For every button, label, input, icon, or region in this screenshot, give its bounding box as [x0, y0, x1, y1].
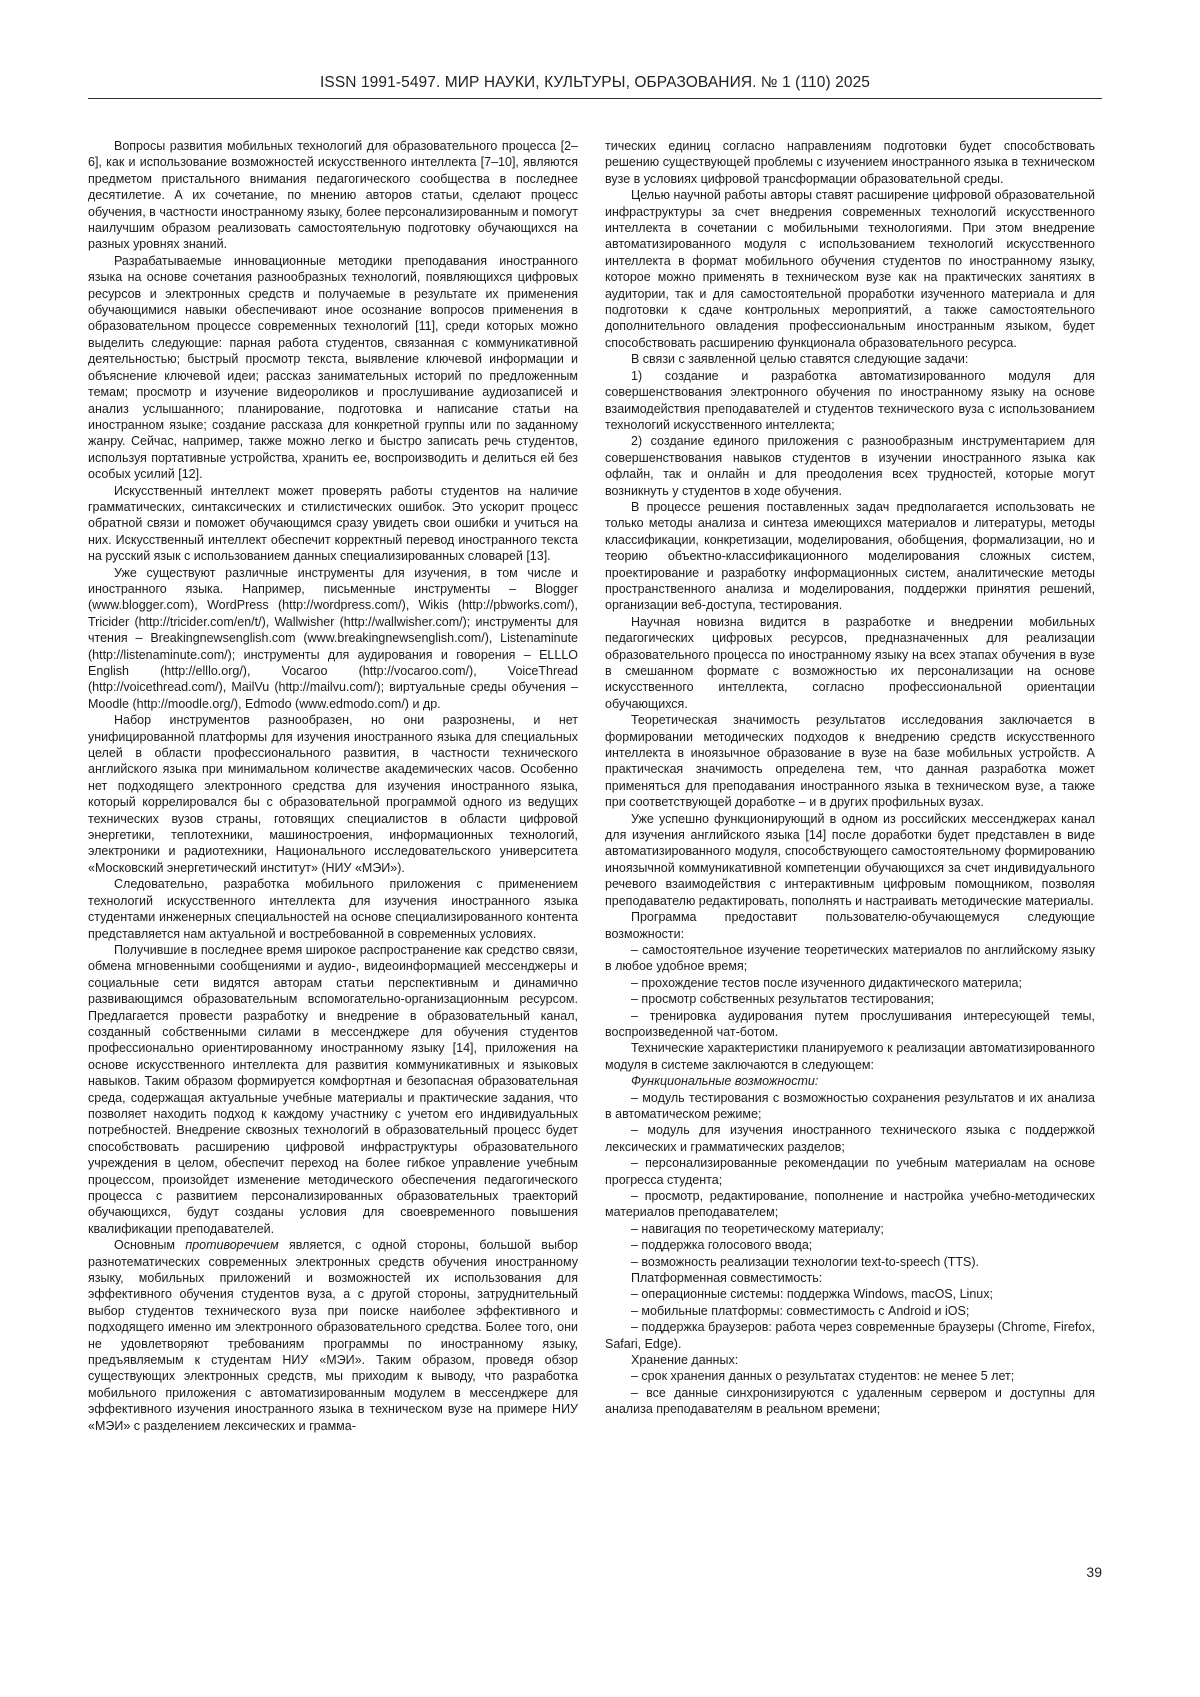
paragraph: Разрабатываемые инновационные методики преподавания иностранного языка на основе сочетания разнообразных технологий, появляющихся цифровых ресурсов и электронных средств и получаемые в результате их применения обучающимися навыки обеспечивают иное осознание вопросов применения в образовательном процессе современных технологий [11], среди которых можно выделить следующие: парная работа студентов, связанная с коммуникативной деятельностью; быстрый просмотр текста, выявление ключевой информации и объяснение ключевой идеи; рассказ занимательных историй по предложенным темам; просмотр и изучение видеороликов и прослушивание аудиозаписей и анализ услышанного; планирование, подготовка и написание статьи на иностранном языке; создание рассказа для конкретной группы или по заданному жанру. Сейчас, например, также можно легко и быстро записать речь студентов, используя портативные устройства, хранить ее, воспроизводить и делиться ей без особых усилий [12].	[88, 253, 578, 483]
section-heading-platform: Платформенная совместимость:	[605, 1270, 1095, 1286]
list-item: – поддержка голосового ввода;	[605, 1237, 1095, 1253]
heading-text: Функциональные возможности:	[631, 1074, 818, 1088]
paragraph: Вопросы развития мобильных технологий для образовательного процесса [2–6], как и использование возможностей искусственного интеллекта [7–10], являются предметом пристального внимания педагогического сообщества в последнее десятилетие. А их сочетание, по мнению авторов статьи, сделают процесс обучения, в частности иностранному языку, более персонализированным и помогут наилучшим образом реализовать самостоятельную подготовку обучающихся на разных уровнях знаний.	[88, 138, 578, 253]
paragraph-text: является, с одной стороны, большой выбор разнотематических современных электронных средств обучения иностранному языку, мобильных приложений и возможностей их использования для эффективного обучения студентов вуза, а с другой стороны, затруднительный выбор студентов технического вуза при поиске наиболее эффективного и подходящего именно им электронного образовательного средства. Более того, они не удовлетворяют требованиям программы по иностранному языку, предъявляемым к студентам НИУ «МЭИ». Таким образом, проведя обзор существующих электронных средств, мы приходим к выводу, что разработка мобильного приложения с автоматизированным модулем в мессенджере для эффективного изучения иностранного языка в техническом вузе на примере НИУ «МЭИ» с разделением лексических и грамма-	[88, 1238, 578, 1432]
section-heading-storage: Хранение данных:	[605, 1352, 1095, 1368]
list-item: – прохождение тестов после изученного дидактического материла;	[605, 975, 1095, 991]
emphasis-term: противоречием	[185, 1238, 278, 1252]
left-column	[88, 138, 578, 1478]
paragraph: Программа предоставит пользователю-обучающемуся следующие возможности:	[605, 909, 1095, 942]
paragraph: Технические характеристики планируемого к реализации автоматизированного модуля в системе заключаются в следующем:	[605, 1040, 1095, 1073]
header-rule	[88, 98, 1102, 99]
right-column	[605, 138, 1095, 1478]
list-item: – модуль тестирования с возможностью сохранения результатов и их анализа в автоматическом режиме;	[605, 1090, 1095, 1123]
paragraph: Целью научной работы авторы ставят расширение цифровой образовательной инфраструктуры за счет внедрения современных технологий искусственного интеллекта в сочетании с мобильными технологиями. При этом внедрение автоматизированного модуля с использованием технологий искусственного интеллекта в формат мобильного обучения студентов по иностранному языку, которое можно применять в техническом вузе как на практических занятиях в аудитории, так и для самостоятельной проработки изученного материала и для подготовки к сдаче контрольных мероприятий, а также самостоятельного дополнительного овладения профессиональным иностранным языком, будет способствовать расширению функционала образовательного ресурса.	[605, 187, 1095, 351]
paragraph-continued: тических единиц согласно направлениям подготовки будет способствовать решению существующей проблемы с изучением иностранного языка в техническом вузе в условиях цифровой трансформации образовательной среды.	[605, 138, 1095, 187]
paragraph: В процессе решения поставленных задач предполагается использовать не только методы анализа и синтеза имеющихся материалов и литературы, методы классификации, конкретизации, моделирования, обобщения, формализации, но и теорию объектно-классификационного моделирования сложных систем, проектирование и разработку информационных систем, аналитические методы пространственного анализа и моделирования, поддержки принятия решений, организации веб-доступа, тестирования.	[605, 499, 1095, 614]
list-item: – мобильные платформы: совместимость с Android и iOS;	[605, 1303, 1095, 1319]
list-item: – модуль для изучения иностранного технического языка с поддержкой лексических и грамматических разделов;	[605, 1122, 1095, 1155]
paragraph: Набор инструментов разнообразен, но они разрознены, и нет унифицированной платформы для изучения иностранного языка для специальных целей в области профессионального развития, в частности технического английского языка при минимальном количестве академических часов. Особенно нет подходящего электронного средства для изучения иностранного языка, который коррелировался бы с образовательной программой одного из ведущих технических вузов страны, готовящих специалистов в области цифровой энергетики, теплотехники, машиностроения, информационных технологий, электроники и радиотехники, Национального исследовательского университета «Московский энергетический институт» (НИУ «МЭИ»).	[88, 712, 578, 876]
list-item: – просмотр собственных результатов тестирования;	[605, 991, 1095, 1007]
list-item: – срок хранения данных о результатах студентов: не менее 5 лет;	[605, 1368, 1095, 1384]
paragraph: Научная новизна видится в разработке и внедрении мобильных педагогических цифровых ресурсов, предназначенных для реализации образовательного процесса по иностранному языку на всех этапах обучения в вузе в смешанном формате с возможностью их персонализации на основе искусственного интеллекта, согласно профессиональной ориентации обучающихся.	[605, 614, 1095, 712]
paragraph: Теоретическая значимость результатов исследования заключается в формировании методических подходов к внедрению средств искусственного интеллекта в иноязычное образование в вузе на базе мобильных устройств. А практическая значимость определена тем, что данная разработка может применяться для преподавания иностранного языка в техническом вузе, а также при соответствующей доработке – и в других профильных вузах.	[605, 712, 1095, 810]
paragraph: Уже существуют различные инструменты для изучения, в том числе и иностранного языка. Например, письменные инструменты – Blogger (www.blogger.com), WordPress (http://wordpress.com/), Wikis (http://pbworks.com/), Tricider (http://tricider.com/en/t/), Wallwisher (http://wallwisher.com/); инструменты для чтения – Breakingnewsenglish.com (www.breakingnewsenglish.com/), Listenaminute (http://listenaminute.com/); инструменты для аудирования и говорения – ELLLO English (http://elllo.org/), Vocaroo (http://vocaroo.com/), VoiceThread (http://voicethread.com/), MailVu (http://mailvu.com/); виртуальные среды обучения – Moodle (http://moodle.org/), Edmodo (www.edmodo.com/) и др.	[88, 565, 578, 713]
list-item: – поддержка браузеров: работа через современные браузеры (Chrome, Firefox, Safari, Edge).	[605, 1319, 1095, 1352]
page-number: 39	[1064, 1564, 1102, 1580]
running-header: ISSN 1991-5497. МИР НАУКИ, КУЛЬТУРЫ, ОБРАЗОВАНИЯ. № 1 (110) 2025	[88, 74, 1102, 92]
paragraph-text: Основным	[114, 1238, 185, 1252]
list-item: – просмотр, редактирование, пополнение и настройка учебно-методических материалов преподавателем;	[605, 1188, 1095, 1221]
list-item: – все данные синхронизируются с удаленным сервером и доступны для анализа преподавателям в реальном времени;	[605, 1385, 1095, 1418]
task-item: 2) создание единого приложения с разнообразным инструментарием для совершенствования навыков студентов в изучении иностранного языка как офлайн, так и онлайн и для преодоления всех трудностей, которые могут возникнуть у студентов в ходе обучения.	[605, 433, 1095, 499]
list-item: – персонализированные рекомендации по учебным материалам на основе прогресса студента;	[605, 1155, 1095, 1188]
paragraph: Следовательно, разработка мобильного приложения с применением технологий искусственного интеллекта для изучения иностранного языка студентами инженерных специальностей на основе специализированного контента представляется нам актуальной и востребованной в современных условиях.	[88, 876, 578, 942]
list-item: – тренировка аудирования путем прослушивания интересующей темы, воспроизведенной чат-ботом.	[605, 1008, 1095, 1041]
paragraph-contradiction	[88, 1237, 578, 1434]
list-item: – самостоятельное изучение теоретических материалов по английскому языку в любое удобное время;	[605, 942, 1095, 975]
list-item: – навигация по теоретическому материалу;	[605, 1221, 1095, 1237]
paragraph: В связи с заявленной целью ставятся следующие задачи:	[605, 351, 1095, 367]
list-item: – операционные системы: поддержка Windows, macOS, Linux;	[605, 1286, 1095, 1302]
paragraph: Уже успешно функционирующий в одном из российских мессенджерах канал для изучения английского языка [14] после доработки будет представлен в виде автоматизированного модуля, способствующего самостоятельному формированию иноязычной коммуникативной компетенции обучающихся за счет индивидуального речевого взаимодействия с интерактивным цифровым помощником, позволяя преподавателю редактировать, пополнять и настраивать методические материалы.	[605, 811, 1095, 909]
paragraph: Искусственный интеллект может проверять работы студентов на наличие грамматических, синтаксических и стилистических ошибок. Это ускорит процесс обратной связи и поможет обучающимся сразу увидеть свои ошибки и учиться на них. Искусственный интеллект обеспечит корректный перевод иностранного текста на русский язык с использованием данных специализированных словарей [13].	[88, 483, 578, 565]
paragraph: Получившие в последнее время широкое распространение как средство связи, обмена мгновенными сообщениями и аудио-, видеоинформацией мессенджеры и социальные сети видятся авторам статьи перспективным и динамично развивающимся образовательным вспомогательно-организационным ресурсом. Предлагается провести разработку и внедрение в образовательный канал, созданный собственными силами в мессенджере для обучения студентов профессионально ориентированному иностранному языку [14], приложения на основе искусственного интеллекта для развития коммуникативных и языковых навыков. Таким образом формируется комфортная и безопасная образовательная среда, содержащая актуальные учебные материалы и практические задания, что позволяет находить подход к каждому участнику с учетом его индивидуальных потребностей. Внедрение сквозных технологий в образовательный процесс будет способствовать расширению цифровой инфраструктуры образовательного учреждения в целом, обеспечит переход на более гибкое управление учебным процессом, произойдет изменение методического обеспечения педагогического процесса с развитием персонализированных образовательных траекторий обучающихся, будут созданы условия для своевременного повышения квалификации преподавателей.	[88, 942, 578, 1237]
task-item: 1) создание и разработка автоматизированного модуля для совершенствования электронного обучения по иностранному языку на основе взаимодействия преподавателей и студентов технического вуза с использованием технологий искусственного интеллекта;	[605, 368, 1095, 434]
section-heading-functional	[605, 1073, 1095, 1089]
list-item: – возможность реализации технологии text-to-speech (TTS).	[605, 1254, 1095, 1270]
